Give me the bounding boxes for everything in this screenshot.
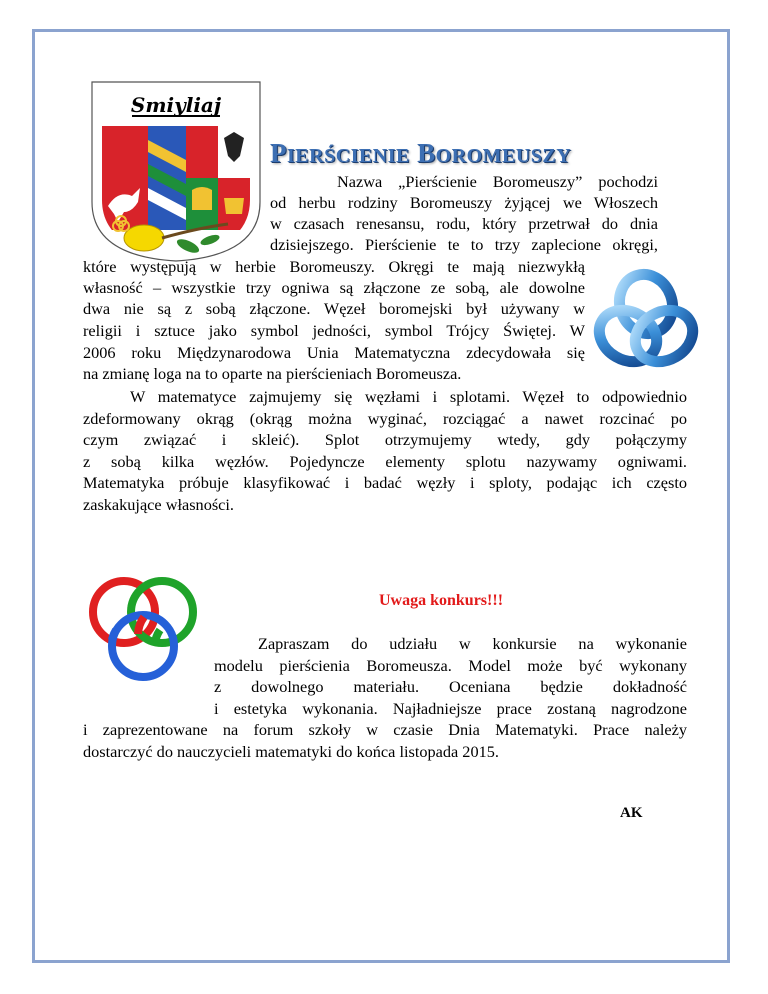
para1-line: dwa nie są z sobą złączone. Węzeł boromejski był używany w [83, 299, 585, 318]
para2-line: Matematyka próbuje klasyfikować i badać węzły i sploty, podając ich często [83, 473, 687, 492]
para1-line: w czasach renesansu, rodu, który przetrwał do dnia [270, 214, 658, 233]
para3-line: modelu pierścienia Boromeusza. Model może być wykonany [214, 656, 687, 675]
para3-line: i estetyka wykonania. Najładniejsze prace zostaną nagrodzone [214, 699, 687, 718]
borromean-knot-image [590, 268, 702, 378]
para1-line: religii i sztuce jako symbol jedności, symbol Trójcy Świętej. W [83, 321, 585, 340]
para1-line: które występują w herbie Boromeuszy. Okręgi te mają niezwykłą [83, 257, 585, 276]
para3-line: Zapraszam do udziału w konkursie na wykonanie [258, 634, 687, 653]
borromeo-coat-of-arms [88, 80, 264, 262]
para2-line: W matematyce zajmujemy się węzłami i splotami. Węzeł to odpowiednio [130, 387, 687, 406]
borromean-rings-image [80, 570, 212, 692]
para2-line: czym związać i skleić). Splot otrzymujemy wtedy, gdy połączymy [83, 430, 687, 449]
crest-motto: Smiyliaj [130, 93, 222, 117]
contest-heading: Uwaga konkurs!!! [379, 592, 504, 609]
para1-line: własność – wszystkie trzy ogniwa są złączone ze sobą, ale dowolne [83, 278, 585, 297]
para3-line: z dowolnego materiału. Oceniana będzie dokładność [214, 677, 687, 696]
para2-line: zaskakujące własności. [83, 495, 234, 514]
para2-line: z sobą kilka węzłów. Pojedyncze elementy splotu nazywamy ogniwami. [83, 452, 687, 471]
para2-line: zdeformowany okrąg (okrąg można wyginać, rozciągać a nawet rozcinać po [83, 409, 687, 428]
page-title: PIERŚCIENIE BOROMEUSZY [270, 138, 572, 168]
para3-line: i zaprezentowane na forum szkoły w czasie Dnia Matematyki. Prace należy [83, 720, 687, 739]
para1-line: Nazwa „Pierścienie Boromeuszy” pochodzi [337, 172, 658, 191]
para1-line: dzisiejszego. Pierścienie te to trzy zaplecione okręgi, [270, 235, 658, 254]
para1-line: 2006 roku Międzynarodowa Unia Matematyczna zdecydowała się [83, 343, 585, 362]
para3-line: dostarczyć do nauczycieli matematyki do końca listopada 2015. [83, 742, 499, 761]
signature: AK [620, 805, 643, 821]
para1-line: na zmianę loga na to oparte na pierścieniach Boromeusza. [83, 364, 462, 383]
para1-line: od herbu rodziny Boromeuszy żyjącej we Włoszech [270, 193, 658, 212]
